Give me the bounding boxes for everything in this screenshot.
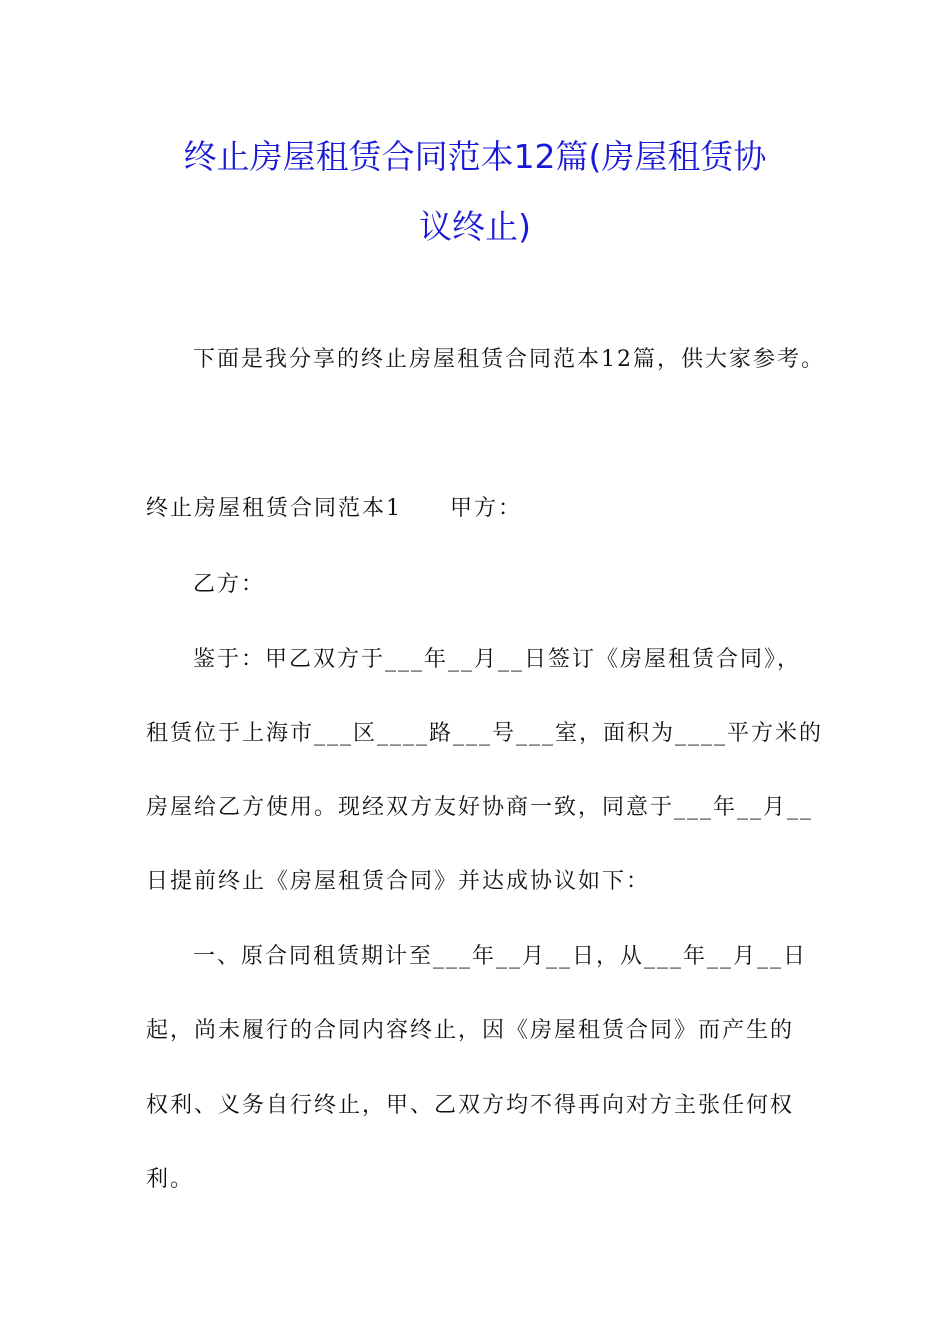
- paragraph-2-line-2: 起，尚未履行的合同内容终止，因《房屋租赁合同》而产生的: [146, 1018, 795, 1043]
- document-title-line-2: 议终止): [419, 207, 531, 246]
- paragraph-1-line-4: 日提前终止《房屋租赁合同》并达成协议如下：: [146, 869, 651, 894]
- document-title-line-1: 终止房屋租赁合同范本12篇(房屋租赁协: [183, 137, 767, 176]
- paragraph-2-line-3: 权利、义务自行终止，甲、乙双方均不得再向对方主张任何权: [146, 1093, 795, 1118]
- paragraph-2-line-1: 一、原合同租赁期计至___年__月__日，从___年__月__日: [193, 944, 808, 969]
- paragraph-2-line-4: 利。: [146, 1167, 195, 1192]
- party-b-label: 乙方：: [193, 572, 266, 597]
- party-a-label: 甲方：: [450, 496, 523, 521]
- intro-paragraph: 下面是我分享的终止房屋租赁合同范本12篇，供大家参考。: [193, 347, 825, 372]
- paragraph-1-line-2: 租赁位于上海市___区____路___号___室，面积为____平方米的: [146, 721, 824, 746]
- section-heading: 终止房屋租赁合同范本1: [146, 496, 402, 521]
- paragraph-1-line-1: 鉴于：甲乙双方于___年__月__日签订《房屋租赁合同》，: [193, 647, 802, 672]
- section-heading-row: [146, 494, 522, 524]
- paragraph-1-line-3: 房屋给乙方使用。现经双方友好协商一致，同意于___年__月__: [146, 795, 814, 820]
